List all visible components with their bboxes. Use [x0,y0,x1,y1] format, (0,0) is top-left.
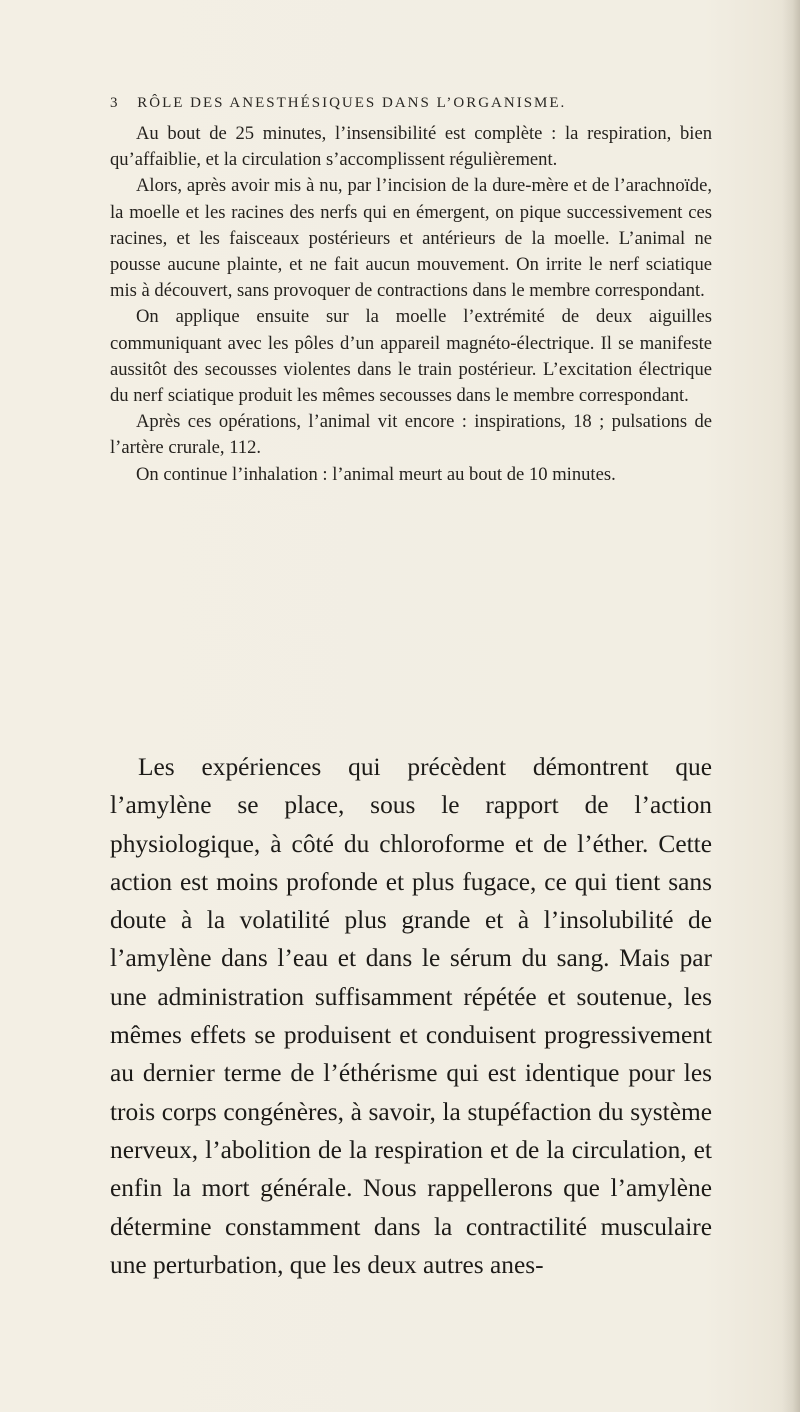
experiment-notes [110,121,712,488]
paragraph-death: On continue l’inhalation : l’animal meurt au bout de 10 minutes. [136,463,616,485]
running-title: RÔLE DES ANESTHÉSIQUES DANS L’ORGANISME. [137,95,567,111]
running-header [110,95,710,112]
page-edge-shadow [782,0,800,1412]
page-number: 3 [110,95,118,111]
paragraph-insensibility: Au bout de 25 minutes, l’insensibilité est complète : la respiration, bien qu’affaiblie, et la circulation s’accomplissent régulièrement. [110,123,712,171]
paragraph-conclusion: Les expériences qui précèdent démontrent que l’amylène se place, sous le rapport de l’action physiologique, à côté du chloroforme et de l’éther. Cette action est moins profonde et plus fugace, ce qui tient sans doute à la volatilité plus grande et à l’insolubilité de l’amylène dans l’eau et dans le sérum du sang. Mais par une administration suffisamment répétée et soutenue, les mêmes effets se produisent et conduisent progressivement au dernier terme de l’éthérisme qui est identique pour les trois corps congénères, à savoir, la stupéfaction du système nerveux, l’abolition de la respiration et de la circulation, et enfin la mort générale. Nous rappellerons que l’amylène détermine constamment dans la contractilité musculaire une perturbation, que les deux autres anes- [110,753,712,1279]
paragraph-electric-excitation: On applique ensuite sur la moelle l’extrémité de deux aiguilles communiquant avec les pôles d’un appareil magnéto-électrique. Il se manifeste aussitôt des secousses violentes dans le train postérieur. L’excitation électrique du nerf sciatique produit les mêmes secousses dans le membre correspondant. [110,306,712,407]
paragraph-spinal-cord: Alors, après avoir mis à nu, par l’incision de la dure-mère et de l’arachnoïde, la moelle et les racines des nerfs qui en émergent, on pique successivement ces racines, et les faisceaux postérieurs et antérieurs de la moelle. L’animal ne pousse aucune plainte, et ne fait aucun mouvement. On irrite le nerf sciatique mis à découvert, sans provoquer de contractions dans le membre correspondant. [110,175,712,302]
paragraph-vital-signs: Après ces opérations, l’animal vit encore : inspirations, 18 ; pulsations de l’artère crurale, 112. [110,411,712,459]
conclusion-text [110,748,712,1284]
